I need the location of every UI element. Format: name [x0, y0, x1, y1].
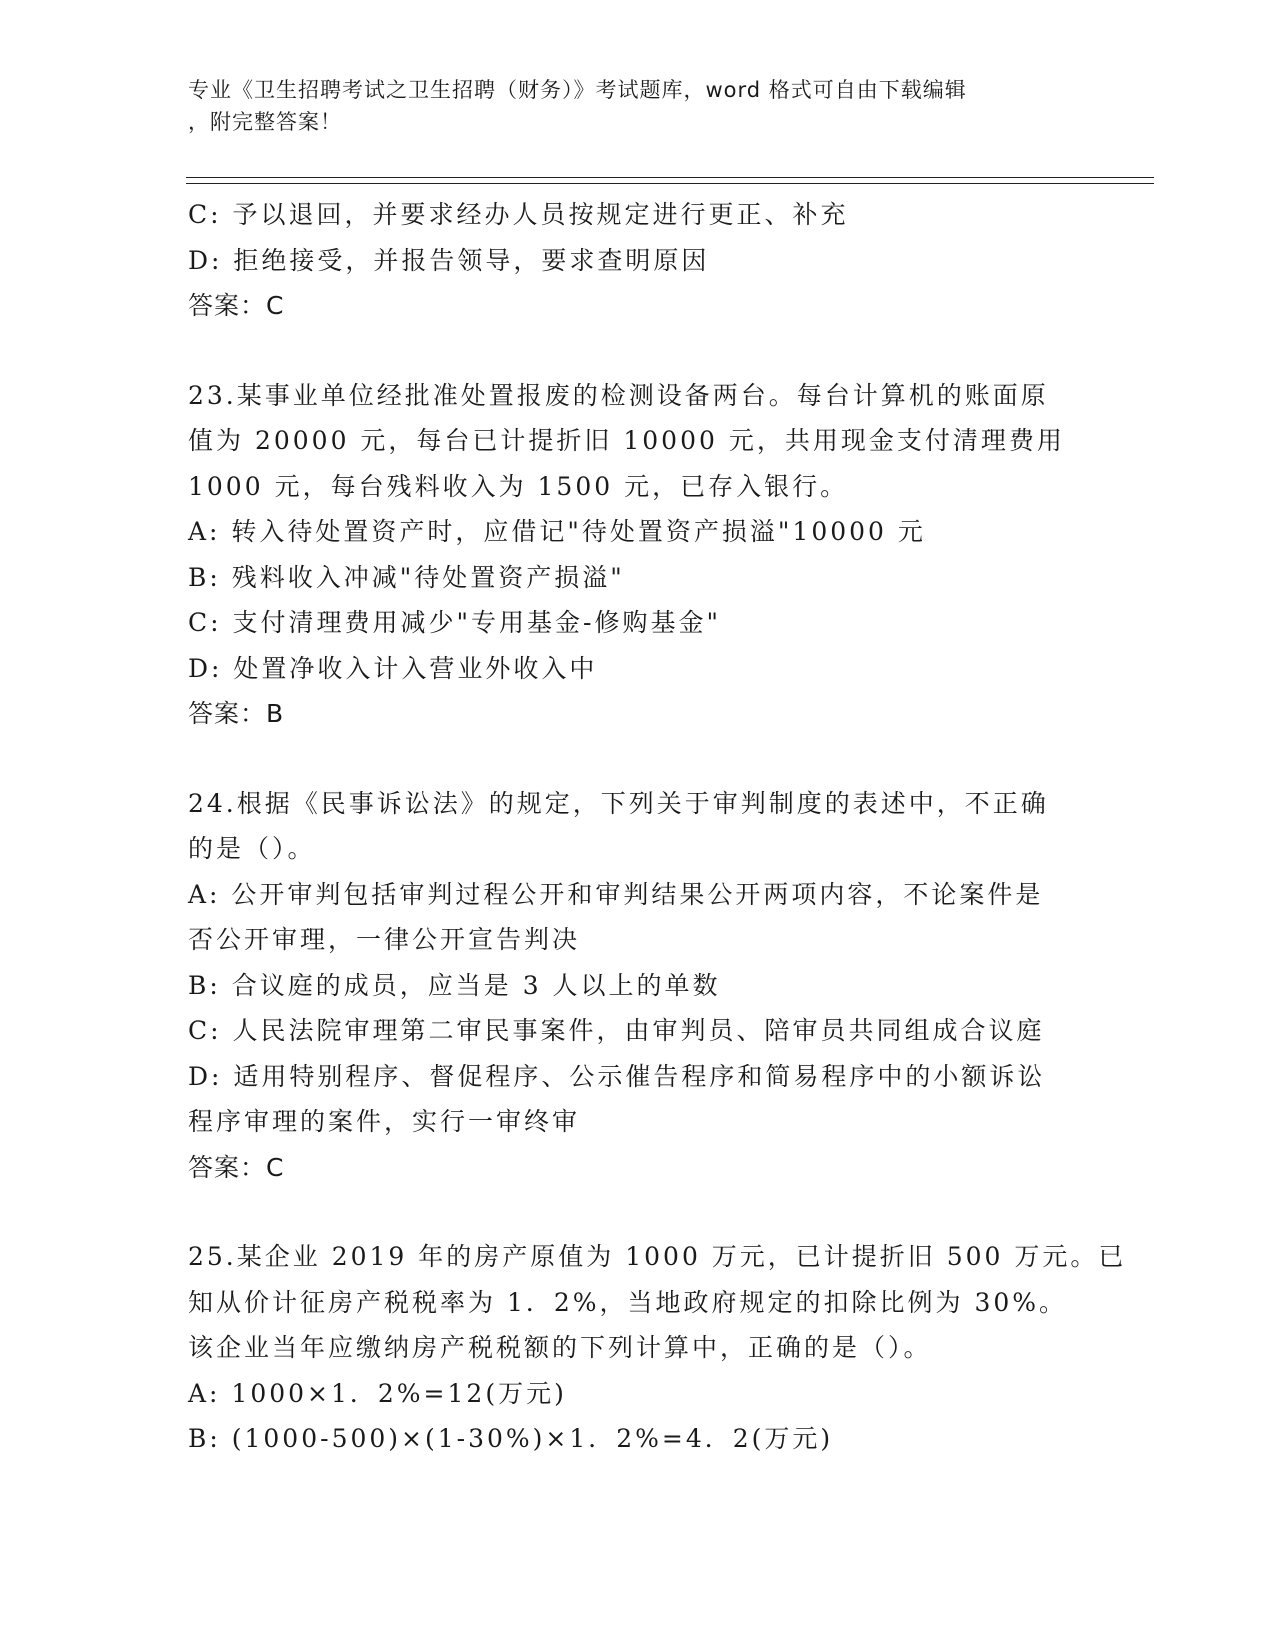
question-stem-line: 25.某企业 2019 年的房产原值为 1000 万元，已计提折旧 500 万元。已	[188, 1242, 1127, 1271]
header-divider-bottom	[186, 183, 1154, 184]
option-c: C: 予以退回，并要求经办人员按规定进行更正、补充	[188, 200, 849, 229]
question-stem-line: 24.根据《民事诉讼法》的规定，下列关于审判制度的表述中，不正确	[188, 788, 1049, 818]
option-a: A: 1000×1．2%=12(万元)	[188, 1378, 567, 1408]
question-25	[188, 1234, 1127, 1462]
option-a-continued: 否公开审理，一律公开宣告判决	[188, 925, 581, 954]
question-24	[188, 781, 1088, 1191]
option-c: C: 人民法院审理第二审民事案件，由审判员、陪审员共同组成合议庭	[188, 1016, 1045, 1045]
option-a: A: 公开审判包括审判过程公开和审判结果公开两项内容，不论案件是	[188, 879, 1044, 909]
question-spacer	[188, 1190, 1088, 1234]
question-spacer	[188, 737, 1088, 781]
question-stem-line: 的是（）。	[188, 834, 316, 863]
question-stem-line: 知从价计征房产税税率为 1．2%，当地政府规定的扣除比例为 30%。	[188, 1287, 1068, 1317]
answer-line: 答案：B	[188, 699, 285, 728]
question-stem-line: 值为 20000 元，每台已计提折旧 10000 元，共用现金支付清理费用	[188, 426, 1065, 455]
option-d: D: 处置净收入计入营业外收入中	[188, 653, 598, 683]
document-header	[188, 74, 1068, 138]
question-23	[188, 373, 1088, 737]
option-a: A: 转入待处置资产时，应借记"待处置资产损溢"10000 元	[188, 517, 926, 546]
header-title-line-2: ，附完整答案！	[188, 110, 342, 134]
option-d: D: 拒绝接受，并报告领导，要求查明原因	[188, 245, 710, 275]
header-title-line-1: 专业《卫生招聘考试之卫生招聘（财务）》考试题库，word 格式可自由下载编辑	[188, 78, 967, 102]
question-list	[188, 192, 1127, 1462]
option-d-continued: 程序审理的案件，实行一审终审	[188, 1107, 581, 1136]
question-stem-line: 1000 元，每台残料收入为 1500 元，已存入银行。	[188, 471, 849, 501]
question-spacer	[188, 329, 1088, 373]
question-stem-line: 23.某事业单位经批准处置报废的检测设备两台。每台计算机的账面原	[188, 380, 1049, 410]
option-b: B: (1000-500)×(1-30%)×1．2%=4．2(万元)	[188, 1424, 834, 1453]
header-divider-top	[186, 177, 1154, 178]
option-b: B: 残料收入冲减"待处置资产损溢"	[188, 562, 625, 592]
answer-line: 答案：C	[188, 1152, 285, 1182]
answer-line: 答案：C	[188, 291, 285, 320]
question-stem-line: 该企业当年应缴纳房产税税额的下列计算中，正确的是（）。	[188, 1333, 932, 1362]
option-b: B: 合议庭的成员，应当是 3 人以上的单数	[188, 970, 721, 1000]
option-c: C: 支付清理费用减少"专用基金-修购基金"	[188, 608, 721, 637]
option-d: D: 适用特别程序、督促程序、公示催告程序和简易程序中的小额诉讼	[188, 1061, 1046, 1091]
question-22-tail	[188, 192, 1088, 329]
